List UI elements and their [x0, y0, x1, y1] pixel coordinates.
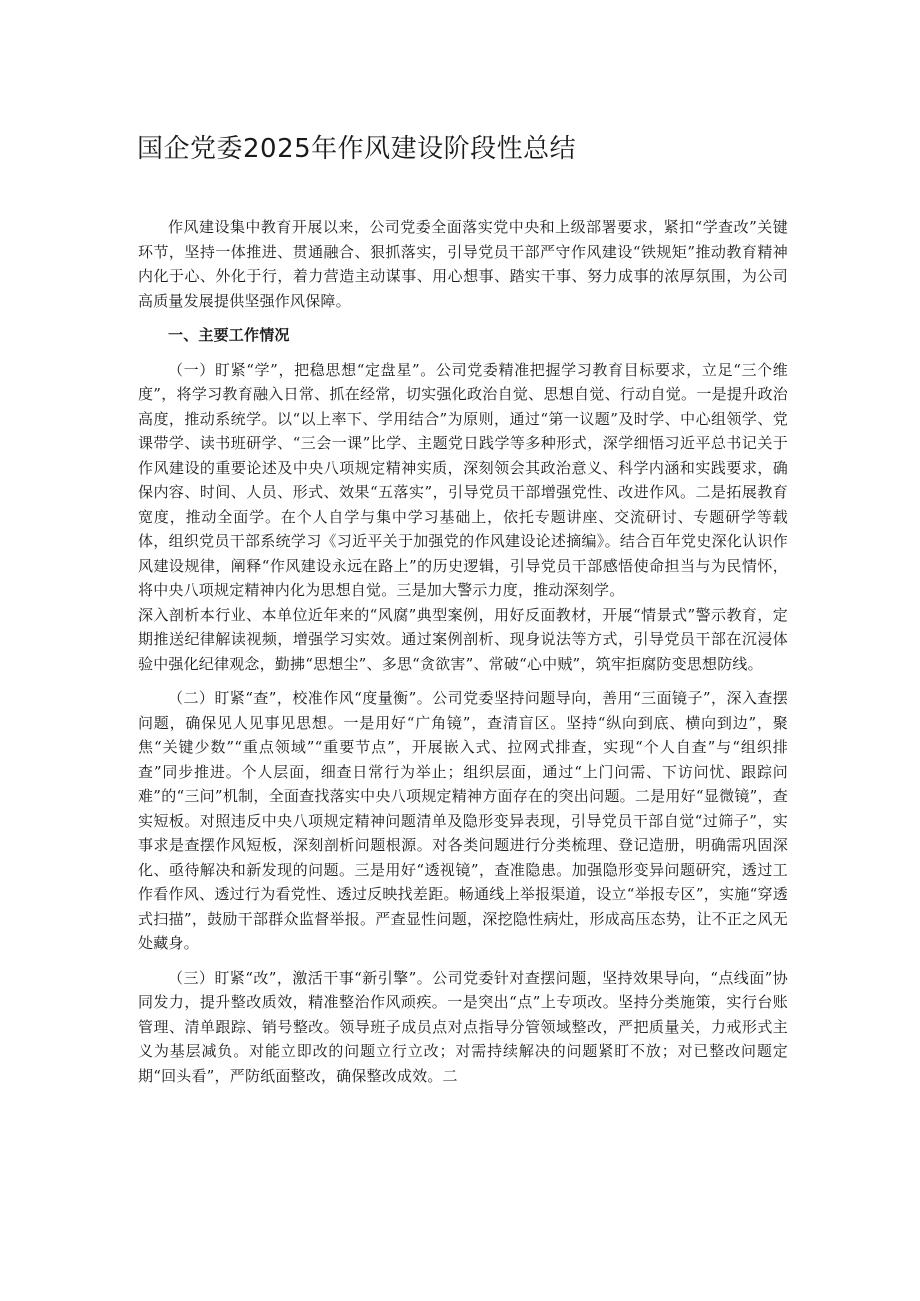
paragraph-study: （一）盯紧“学”，把稳思想“定盘星”。公司党委精准把握学习教育目标要求，立足“三个维度”，将学习教育融入日常、抓在经常，切实强化政治自觉、思想自觉、行动自觉。一是提升政治高度，推动系统学。以“以上率下、学用结合”为原则，通过“第一议题”及时学、中心组领学、党课带学、读书班研学、“三会一课”比学、主题党日践学等多种形式，深学细悟习近平总书记关于作风建设的重要论述及中央八项规定精神实质，深刻领会其政治意义、科学内涵和实践要求，确保内容、时间、人员、形式、效果“五落实”，引导党员干部增强党性、改进作风。二是拓展教育宽度，推动全面学。在个人自学与集中学习基础上，依托专题讲座、交流研讨、专题研学等载体，组织党员干部系统学习《习近平关于加强党的作风建设论述摘编》。结合百年党史深化认识作风建设规律，阐释“作风建设永远在路上”的历史逻辑，引导党员干部感悟使命担当与为民情怀，将中央八项规定精神内化为思想自觉。三是加大警示力度，推动深刻学。	[138, 360, 788, 599]
paragraph-inspect: （二）盯紧“查”，校准作风“度量衡”。公司党委坚持问题导向，善用“三面镜子”，深入查摆问题，确保见人见事见思想。一是用好“广角镜”，查清盲区。坚持“纵向到底、横向到边”，聚焦“关键少数”“重点领域”“重要节点”，开展嵌入式、拉网式排查，实现“个人自查”与“组织排查”同步推进。个人层面，细查日常行为举止；组织层面，通过“上门问需、下访问忧、跟踪问难”的“三问”机制，全面查找落实中央八项规定精神方面存在的突出问题。二是用好“显微镜”，查实短板。对照违反中央八项规定精神问题清单及隐形变异表现，引导党员干部自觉“过筛子”，实事求是查摆作风短板，深刻剖析问题根源。对各类问题进行分类梳理、登记造册，明确需巩固深化、亟待解决和新发现的问题。三是用好“透视镜”，查准隐患。加强隐形变异问题研究，透过工作看作风、透过行为看党性、透过反映找差距。畅通线上举报渠道，设立“举报专区”，实施“穿透式扫描”，鼓励干部群众监督举报。严查显性问题，深挖隐性病灶，形成高压态势，让不正之风无处藏身。	[138, 689, 788, 952]
paragraph-study-continued: 深入剖析本行业、本单位近年来的“风腐”典型案例，用好反面教材，开展“情景式”警示教育，定期推送纪律解读视频，增强学习实效。通过案例剖析、现身说法等方式，引导党员干部在沉浸体验中强化纪律观念，勤拂“思想尘”、多思“贪欲害”、常破“心中贼”，筑牢拒腐防变思想防线。	[138, 605, 788, 673]
paragraph-rectify: （三）盯紧“改”，激活干事“新引擎”。公司党委针对查摆问题，坚持效果导向，“点线面”协同发力，提升整改质效，精准整治作风顽疾。一是突出“点”上专项改。坚持分类施策，实行台账管理、清单跟踪、销号整改。领导班子成员点对点指导分管领域整改，严把质量关，力戒形式主义为基层减负。对能立即改的问题立行立改；对需持续解决的问题紧盯不放；对已整改问题定期“回头看”，严防纸面整改，确保整改成效。二	[138, 968, 788, 1085]
intro-paragraph: 作风建设集中教育开展以来，公司党委全面落实党中央和上级部署要求，紧扣“学查改”关键环节，坚持一体推进、贯通融合、狠抓落实，引导党员干部严守作风建设“铁规矩”推动教育精神内化于心、外化于行，着力营造主动谋事、用心想事、踏实干事、努力成事的浓厚氛围，为公司高质量发展提供坚强作风保障。	[138, 218, 788, 310]
document-title: 国企党委2025年作风建设阶段性总结	[137, 134, 577, 164]
section-heading: 一、主要工作情况	[168, 326, 290, 344]
document-body	[138, 215, 788, 1098]
